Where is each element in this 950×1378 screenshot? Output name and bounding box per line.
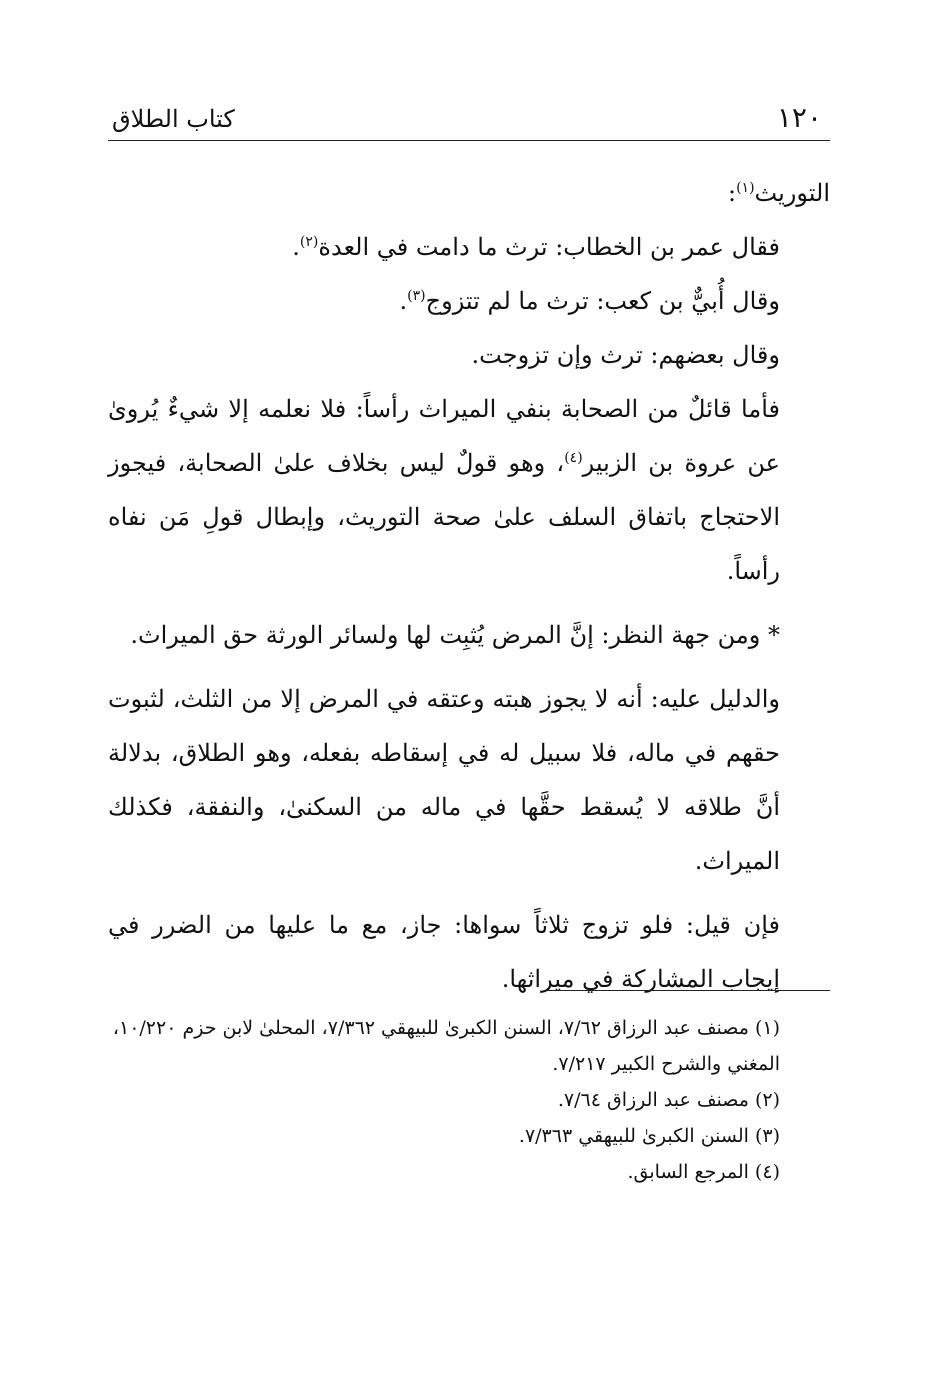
paragraph-6: * ومن جهة النظر: إنَّ المرض يُثبِت لها ولسائر الورثة حق الميراث.: [130, 621, 780, 649]
page-header: [108, 96, 830, 141]
paragraph-4: وقال بعضهم: ترث وإن تزوجت.: [471, 341, 780, 369]
footnote-divider: [544, 990, 830, 991]
footnote-ref-3[interactable]: (٣): [407, 288, 426, 304]
paragraph-5: فأما قائلٌ من الصحابة بنفي الميراث رأساً: فلا نعلمه إلا شيءٌ يُروىٰ عن عروة بن الزبير$^{(٤)}$، وهو قولٌ ليس بخلاف علىٰ الصحابة، فيجوز الاحتجاج باتفاق السلف علىٰ صحة التوريث، وإبطال قولِ مَن نفاه رأساً.: [108, 395, 780, 585]
paragraph-1: التوريث$^{(١)}$:: [727, 179, 830, 207]
body-text: [108, 166, 830, 1006]
running-title: كتاب الطلاق: [112, 105, 235, 133]
paragraph-8: فإن قيل: فلو تزوج ثلاثاً سواها: جاز، مع ما عليها من الضرر في إيجاب المشاركة في ميراثها.: [108, 911, 780, 993]
footnote-ref-2[interactable]: (٢): [299, 234, 319, 250]
footnotes: [108, 1010, 830, 1190]
footnote-1: (١) مصنف عبد الرزاق ٧/٦٢، السنن الكبرىٰ للبيهقي ٧/٣٦٢، المحلىٰ لابن حزم ١٠/٢٢٠، المغني والشرح الكبير ٧/٢١٧.: [112, 1017, 780, 1075]
page-number: ١٢٠: [776, 101, 822, 134]
footnote-ref-1[interactable]: (١): [736, 180, 755, 196]
footnote-2: (٢) مصنف عبد الرزاق ٧/٦٤.: [557, 1089, 780, 1111]
paragraph-3: وقال أُبيٌّ بن كعب: ترث ما لم تتزوج$^{(٣)}$.: [399, 287, 780, 315]
footnote-4: (٤) المرجع السابق.: [627, 1161, 780, 1183]
book-page: [108, 0, 830, 1378]
paragraph-7: والدليل عليه: أنه لا يجوز هبته وعتقه في المرض إلا من الثلث، لثبوت حقهم في ماله، فلا سبيل له في إسقاطه بفعله، وهو الطلاق، بدلالة أنَّ طلاقه لا يُسقط حقَّها في ماله من السكنىٰ، والنفقة، فكذلك الميراث.: [108, 685, 780, 875]
paragraph-2: فقال عمر بن الخطاب: ترث ما دامت في العدة$^{(٢)}$.: [292, 233, 780, 261]
footnote-3: (٣) السنن الكبرىٰ للبيهقي ٧/٣٦٣.: [518, 1125, 780, 1147]
footnote-ref-4[interactable]: (٤): [564, 450, 583, 466]
